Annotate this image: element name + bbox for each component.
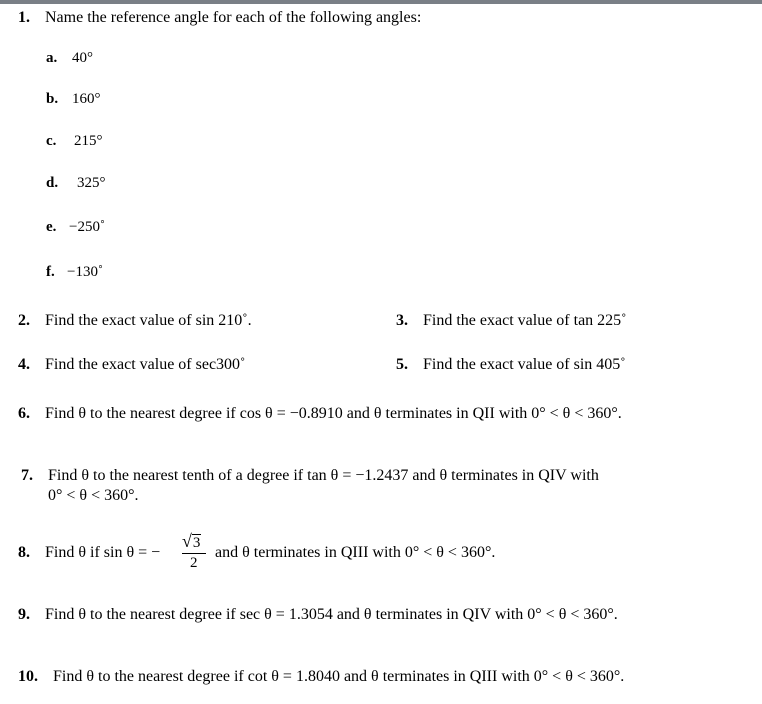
question-text: Find θ to the nearest degree if cot θ = 1.8040 and θ terminates in QIII with 0° < θ < 360°.	[53, 668, 625, 685]
question-number: 7.	[21, 467, 33, 484]
question-8-tail	[215, 543, 495, 563]
question-text-continued: 0° < θ < 360°.	[48, 487, 139, 504]
question-text: Find the exact value of sec300˚	[45, 356, 246, 373]
subitem-b	[46, 89, 101, 109]
question-number: 5.	[396, 356, 408, 373]
question-7-continuation	[48, 486, 139, 506]
question-8	[18, 543, 160, 563]
question-5	[396, 355, 626, 375]
subitem-e	[46, 217, 105, 237]
subitem-value: 325°	[77, 175, 106, 191]
question-number: 9.	[18, 606, 30, 623]
question-2	[18, 311, 252, 331]
top-border	[0, 0, 762, 4]
subitem-letter: f.	[46, 264, 55, 280]
question-number: 8.	[18, 544, 30, 561]
subitem-a	[46, 48, 93, 68]
question-number: 3.	[396, 312, 408, 329]
subitem-value: 40°	[72, 50, 93, 66]
subitem-letter: b.	[46, 91, 59, 107]
subitem-value: 215°	[74, 133, 103, 149]
fraction-denominator: 2	[190, 555, 198, 571]
subitem-value: −250˚	[69, 219, 105, 235]
subitem-letter: c.	[46, 133, 57, 149]
question-7	[21, 466, 599, 486]
question-text-continued: and θ terminates in QIII with 0° < θ < 360°.	[215, 544, 496, 561]
question-text: Find the exact value of sin 405˚	[423, 356, 626, 373]
subitem-value: −130˚	[67, 264, 103, 280]
question-text: Find the exact value of tan 225˚	[423, 312, 627, 329]
question-3	[396, 311, 627, 331]
fraction-bar	[182, 553, 206, 554]
question-text: Find θ to the nearest degree if sec θ = 1.3054 and θ terminates in QIV with 0° < θ < 360°.	[45, 606, 618, 623]
question-text: Find θ if sin θ = −	[45, 544, 161, 561]
subitem-letter: e.	[46, 219, 57, 235]
question-text: Find θ to the nearest tenth of a degree if tan θ = −1.2437 and θ terminates in QIV with	[48, 467, 599, 484]
question-text: Name the reference angle for each of the following angles:	[45, 9, 422, 26]
sqrt-symbol: √	[182, 531, 192, 551]
question-text: Find the exact value of sin 210˚.	[45, 312, 252, 329]
radicand: 3	[192, 535, 201, 551]
question-1	[18, 8, 421, 28]
question-number: 10.	[18, 668, 38, 685]
subitem-c	[46, 131, 103, 151]
subitem-d	[46, 173, 106, 193]
subitem-letter: a.	[46, 50, 58, 66]
question-10	[18, 667, 624, 687]
question-4	[18, 355, 245, 375]
question-number: 6.	[18, 405, 30, 422]
fraction-numerator	[182, 531, 201, 552]
question-number: 2.	[18, 312, 30, 329]
subitem-letter: d.	[46, 175, 59, 191]
question-6	[18, 404, 622, 424]
question-9	[18, 605, 618, 625]
question-number: 4.	[18, 356, 30, 373]
subitem-value: 160°	[72, 91, 101, 107]
question-number: 1.	[18, 9, 30, 26]
subitem-f	[46, 262, 103, 282]
question-text: Find θ to the nearest degree if cos θ = −0.8910 and θ terminates in QII with 0° < θ < 360°.	[45, 405, 622, 422]
fraction-sqrt3-over-2	[182, 531, 210, 579]
